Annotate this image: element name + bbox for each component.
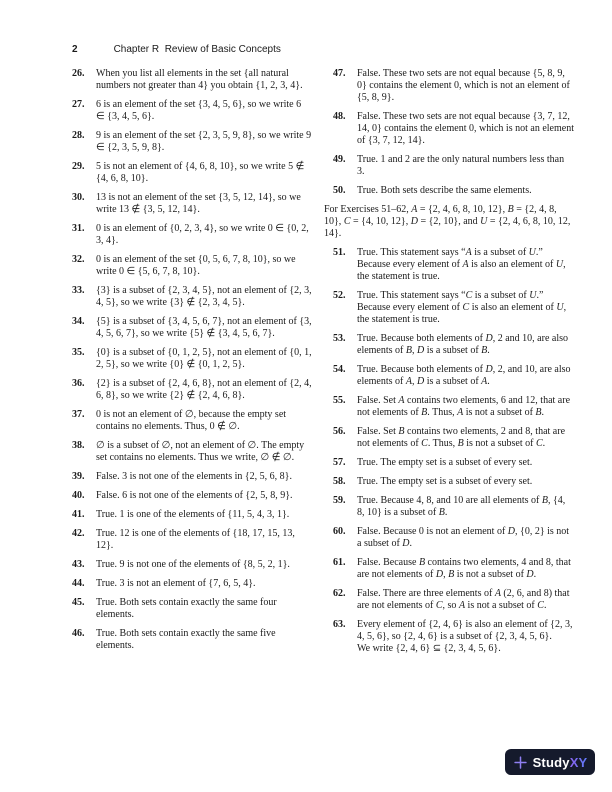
item-number: 55.: [333, 395, 346, 406]
solution-item: [72, 285, 312, 309]
item-text: 13 is not an element of the set {3, 5, 12, 14}, so we write 13 ∉ {3, 5, 12, 14}.: [96, 192, 301, 215]
item-number: 32.: [72, 254, 85, 265]
item-text: 9 is an element of the set {2, 3, 5, 9, 8}, so we write 9 ∈ {2, 3, 5, 9, 8}.: [96, 130, 312, 153]
item-number: 50.: [333, 185, 346, 196]
solution-item: [72, 528, 312, 552]
left-column: [72, 68, 312, 662]
solution-item: [324, 495, 574, 519]
item-number: 58.: [333, 476, 346, 487]
item-text: False. Because B contains two elements, 4 and 8, that are not elements of D, B is not a subset of D.: [357, 557, 571, 580]
logo-xy-label: XY: [569, 754, 588, 770]
solution-item: [72, 409, 312, 433]
solution-item: [324, 426, 574, 450]
item-text: 0 is an element of the set {0, 5, 6, 7, 8, 10}, so we write 0 ∈ {5, 6, 7, 8, 10}.: [96, 254, 296, 277]
item-text: True. Because both elements of D, 2 and 10, are also elements of B, D is a subset of B.: [357, 333, 568, 356]
solution-item: [72, 490, 312, 502]
item-number: 30.: [72, 192, 85, 203]
item-number: 54.: [333, 364, 346, 375]
item-number: 41.: [72, 509, 85, 520]
item-text: False. Because 0 is not an element of D, {0, 2} is not a subset of D.: [357, 526, 570, 549]
studyxy-logo-text: [533, 755, 588, 770]
item-text: True. Both sets describe the same elements.: [357, 185, 532, 196]
item-text: False. There are three elements of A (2, 6, and 8) that are not elements of C, so A is not a subset of C.: [357, 588, 570, 611]
solution-item: [324, 619, 574, 655]
solution-item: [324, 247, 574, 283]
item-number: 49.: [333, 154, 346, 165]
item-text: False. Set B contains two elements, 2 and 8, that are not elements of C. Thus, B is not a subset of C.: [357, 426, 566, 449]
solution-item: [72, 316, 312, 340]
item-text: True. This statement says “A is a subset of U.” Because every element of A is also an element of U, the statement is true.: [357, 247, 566, 282]
right-column-items-top: [324, 68, 574, 197]
solution-item: [72, 471, 312, 483]
solution-item: [324, 185, 574, 197]
left-column-items: [72, 68, 312, 652]
item-text: {0} is a subset of {0, 1, 2, 5}, not an element of {0, 1, 2, 5}, so we write {0} ∉ {0, 1, 2, 5}.: [96, 347, 312, 370]
item-number: 37.: [72, 409, 85, 420]
solution-item: [324, 111, 574, 147]
solution-item: [72, 99, 312, 123]
item-number: 57.: [333, 457, 346, 468]
solution-item: [72, 578, 312, 590]
item-text: True. 9 is not one of the elements of {8, 5, 2, 1}.: [96, 559, 290, 570]
solution-item: [72, 68, 312, 92]
solution-item: [324, 333, 574, 357]
item-number: 44.: [72, 578, 85, 589]
item-text: When you list all elements in the set {all natural numbers not greater than 4} you obtain {1, 2, 3, 4}.: [96, 68, 303, 91]
item-number: 63.: [333, 619, 346, 630]
solution-item: [72, 254, 312, 278]
item-number: 33.: [72, 285, 85, 296]
exercise-note: For Exercises 51–62, A = {2, 4, 6, 8, 10, 12}, B = {2, 4, 8, 10}, C = {4, 10, 12}, D = {2, 10}, and U = {2, 4, 6, 8, 10, 12, 14}.: [324, 204, 571, 239]
right-column: [324, 68, 574, 662]
item-text: True. Because 4, 8, and 10 are all elements of B, {4, 8, 10} is a subset of B.: [357, 495, 566, 518]
item-text: Every element of {2, 4, 6} is also an element of {2, 3, 4, 5, 6}, so {2, 4, 6} is a subset of {2, 3, 4, 5, 6}. We write {2, 4, 6} ⊆ {2, 3, 4, 5, 6}.: [357, 619, 573, 654]
solution-item: [324, 526, 574, 550]
solution-item: [324, 557, 574, 581]
item-text: False. These two sets are not equal because {5, 8, 9, 0} contains the element 0, which is not an element of {5, 8, 9}.: [357, 68, 570, 103]
item-number: 62.: [333, 588, 346, 599]
solution-item: [72, 378, 312, 402]
item-number: 28.: [72, 130, 85, 141]
right-column-items-bottom: [324, 247, 574, 655]
solution-item: [72, 628, 312, 652]
item-text: {5} is a subset of {3, 4, 5, 6, 7}, not an element of {3, 4, 5, 6, 7}, so we write {5} ∉ {3, 4, 5, 6, 7}.: [96, 316, 312, 339]
page-header: [72, 44, 572, 55]
solution-item: [72, 509, 312, 521]
solution-item: [324, 290, 574, 326]
item-text: 5 is not an element of {4, 6, 8, 10}, so we write 5 ∉ {4, 6, 8, 10}.: [96, 161, 305, 184]
item-number: 47.: [333, 68, 346, 79]
item-text: True. 3 is not an element of {7, 6, 5, 4}.: [96, 578, 256, 589]
solution-item: [72, 440, 312, 464]
item-number: 59.: [333, 495, 346, 506]
item-number: 51.: [333, 247, 346, 258]
item-number: 39.: [72, 471, 85, 482]
item-number: 52.: [333, 290, 346, 301]
solution-item: [324, 395, 574, 419]
item-text: 0 is not an element of ∅, because the empty set contains no elements. Thus, 0 ∉ ∅.: [96, 409, 287, 432]
solution-item: [324, 457, 574, 469]
item-number: 53.: [333, 333, 346, 344]
solution-item: [324, 476, 574, 488]
solution-item: [324, 588, 574, 612]
item-number: 36.: [72, 378, 85, 389]
studyxy-logo: [505, 749, 595, 775]
solution-item: [72, 130, 312, 154]
logo-study-label: Study: [532, 754, 570, 770]
item-text: 0 is an element of {0, 2, 3, 4}, so we write 0 ∈ {0, 2, 3, 4}.: [96, 223, 309, 246]
item-text: False. Set A contains two elements, 6 and 12, that are not elements of B. Thus, A is not a subset of B.: [357, 395, 571, 418]
item-number: 35.: [72, 347, 85, 358]
plus-icon: [513, 755, 528, 770]
item-number: 46.: [72, 628, 85, 639]
item-text: ∅ is a subset of ∅, not an element of ∅. The empty set contains no elements. Thus we write, ∅ ∉ ∅.: [96, 440, 305, 463]
item-text: False. These two sets are not equal because {3, 7, 12, 14, 0} contains the element 0, which is not an element of {3, 7, 12, 14}.: [357, 111, 574, 146]
item-text: True. The empty set is a subset of every set.: [357, 457, 533, 468]
item-number: 56.: [333, 426, 346, 437]
chapter-title: Chapter R Review of Basic Concepts: [113, 44, 281, 55]
page-number: 2: [72, 44, 78, 55]
item-text: True. Both sets contain exactly the same five elements.: [96, 628, 276, 651]
item-number: 26.: [72, 68, 85, 79]
item-number: 29.: [72, 161, 85, 172]
item-text: True. The empty set is a subset of every set.: [357, 476, 533, 487]
item-number: 45.: [72, 597, 85, 608]
item-number: 40.: [72, 490, 85, 501]
item-text: False. 6 is not one of the elements of {2, 5, 8, 9}.: [96, 490, 293, 501]
item-text: True. 12 is one of the elements of {18, 17, 15, 13, 12}.: [96, 528, 295, 551]
solution-item: [72, 597, 312, 621]
item-number: 43.: [72, 559, 85, 570]
solution-item: [72, 223, 312, 247]
item-text: True. Both sets contain exactly the same four elements.: [96, 597, 277, 620]
item-text: True. 1 is one of the elements of {11, 5, 4, 3, 1}.: [96, 509, 290, 520]
item-text: True. 1 and 2 are the only natural numbers less than 3.: [357, 154, 565, 177]
item-number: 48.: [333, 111, 346, 122]
solution-item: [72, 347, 312, 371]
solution-item: [72, 161, 312, 185]
item-number: 38.: [72, 440, 85, 451]
solution-item: [72, 559, 312, 571]
item-number: 31.: [72, 223, 85, 234]
item-number: 61.: [333, 557, 346, 568]
item-number: 42.: [72, 528, 85, 539]
item-text: False. 3 is not one of the elements in {2, 5, 6, 8}.: [96, 471, 292, 482]
item-text: True. Because both elements of D, 2, and 10, are also elements of A, D is a subset of A.: [357, 364, 571, 387]
item-text: {3} is a subset of {2, 3, 4, 5}, not an element of {2, 3, 4, 5}, so we write {3} ∉ {2, 3, 4, 5}.: [96, 285, 312, 308]
two-column-layout: [72, 68, 574, 662]
solution-item: [324, 68, 574, 104]
item-number: 34.: [72, 316, 85, 327]
item-number: 27.: [72, 99, 85, 110]
solution-item: [324, 364, 574, 388]
item-text: {2} is a subset of {2, 4, 6, 8}, not an element of {2, 4, 6, 8}, so we write {2} ∉ {2, 4, 6, 8}.: [96, 378, 312, 401]
item-text: True. This statement says “C is a subset of U.” Because every element of C is also an element of U, the statement is true.: [357, 290, 567, 325]
item-number: 60.: [333, 526, 346, 537]
item-text: 6 is an element of the set {3, 4, 5, 6}, so we write 6 ∈ {3, 4, 5, 6}.: [96, 99, 302, 122]
solution-item: [324, 154, 574, 178]
solution-item: [72, 192, 312, 216]
